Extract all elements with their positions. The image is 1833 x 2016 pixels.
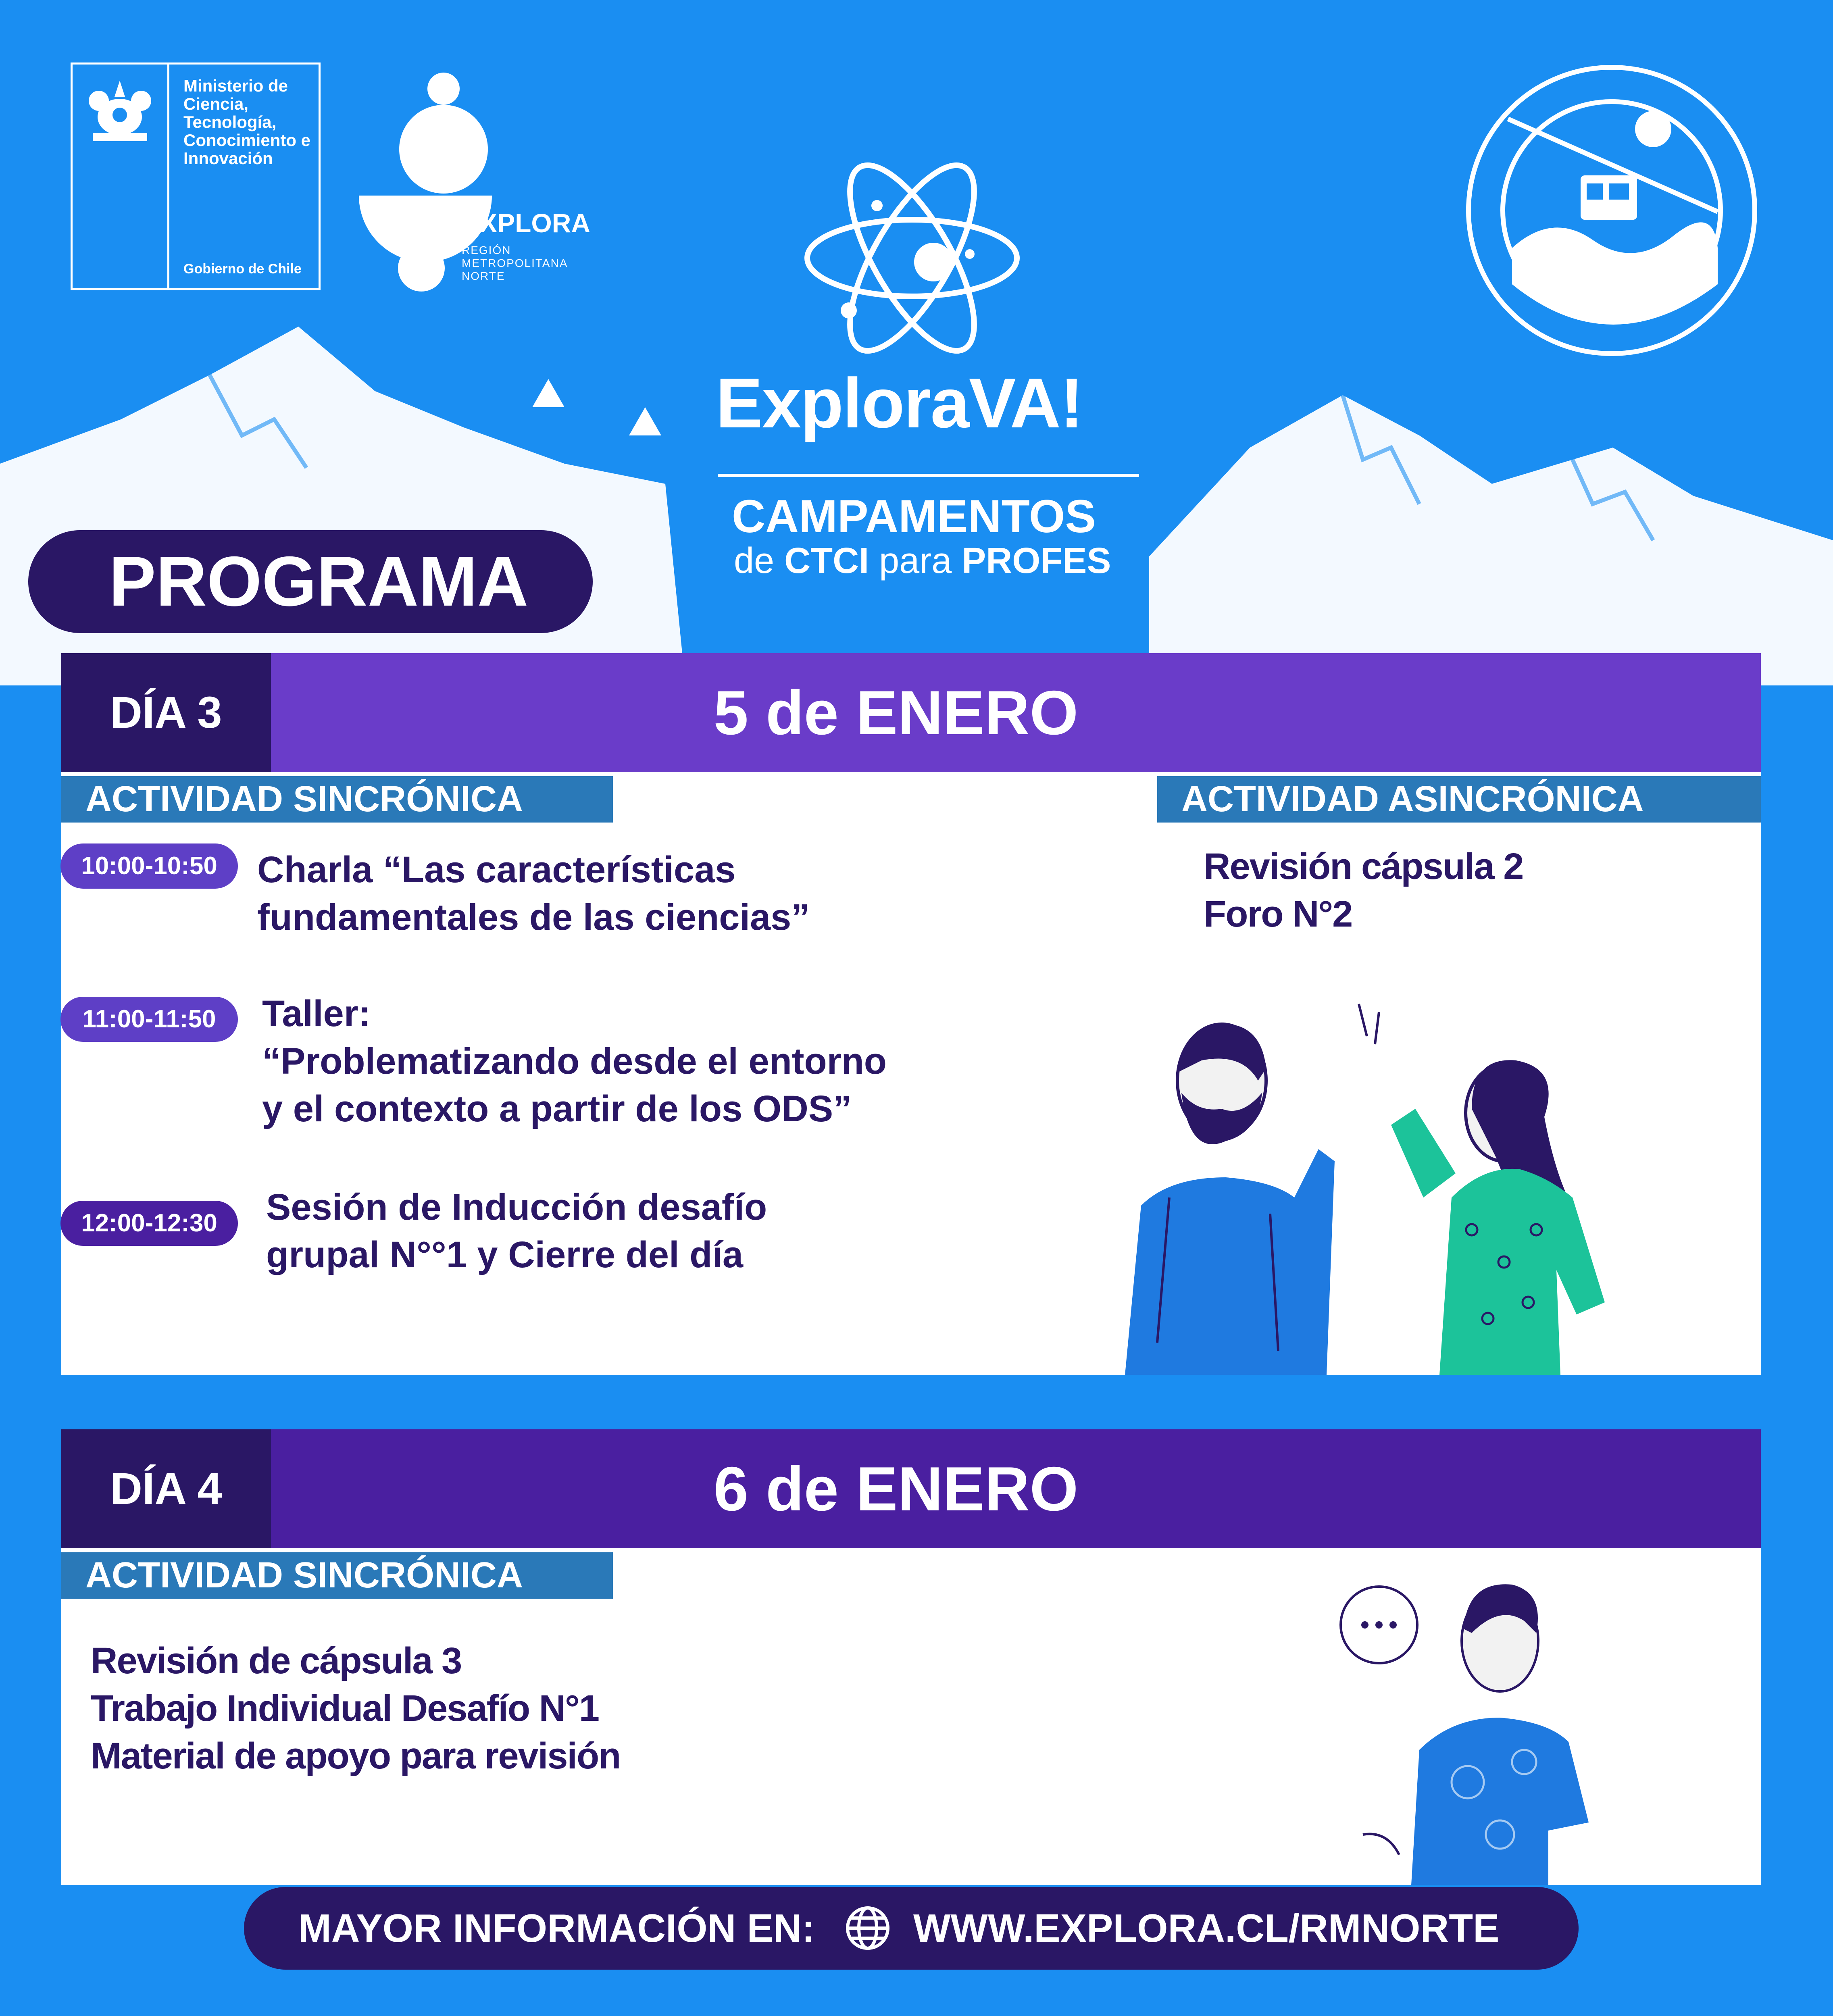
website-link[interactable]: WWW.EXPLORA.CL/RMNORTE [913, 1906, 1500, 1950]
day3-label: DÍA 3 [61, 653, 271, 772]
session-time: 10:00-10:50 [60, 843, 238, 889]
programa-heading: PROGRAMA [28, 530, 593, 633]
session-title [266, 1183, 767, 1279]
session-line: Charla “Las características [257, 849, 736, 890]
day4-item: Trabajo Individual Desafío N°1 [91, 1688, 599, 1729]
title-divider [718, 474, 1139, 477]
region-badge-icon [1460, 58, 1764, 363]
day4-date: 6 de ENERO [713, 1454, 1079, 1524]
day4-item: Material de apoyo para revisión [91, 1735, 621, 1776]
session-title [257, 846, 810, 941]
day4-activities [91, 1637, 620, 1780]
chile-crest-icon [81, 73, 159, 153]
session-title [262, 990, 887, 1133]
gov-divider [167, 65, 169, 288]
subtitle-word-ctci: CTCI [784, 541, 869, 581]
session-line: Taller: [262, 993, 371, 1034]
explora-name: EXPLORA [462, 208, 591, 238]
day4-item: Revisión de cápsula 3 [91, 1640, 462, 1681]
day3-date: 5 de ENERO [713, 678, 1079, 748]
event-subtitle-line2 [734, 540, 1111, 582]
event-title: ExploraVA! [716, 364, 1083, 443]
day3-async-tag: ACTIVIDAD ASINCRÓNICA [1157, 776, 1761, 823]
thinking-man-illustration [1339, 1572, 1597, 1885]
session-line: grupal N°°1 y Cierre del día [266, 1234, 744, 1275]
session-line: y el contexto a partir de los ODS” [262, 1088, 852, 1129]
explora-region: REGIÓN METROPOLITANA NORTE [462, 244, 567, 282]
session-line: fundamentales de las ciencias” [257, 897, 810, 938]
globe-icon [845, 1905, 891, 1951]
session-time: 11:00-11:50 [60, 997, 238, 1042]
gov-label: Gobierno de Chile [183, 261, 302, 277]
atom-icon [800, 157, 1024, 359]
async-item: Revisión cápsula 2 [1204, 846, 1523, 887]
session-time: 12:00-12:30 [60, 1201, 238, 1246]
day4-sync-tag: ACTIVIDAD SINCRÓNICA [61, 1552, 613, 1599]
more-info-label: MAYOR INFORMACIÓN EN: [298, 1906, 815, 1950]
subtitle-word-para: para [879, 541, 952, 581]
event-subtitle-line1: CAMPAMENTOS [732, 491, 1096, 542]
government-logo [71, 62, 321, 290]
session-line: Sesión de Inducción desafío [266, 1187, 767, 1228]
more-info-banner [244, 1887, 1579, 1970]
async-activities [1204, 843, 1523, 938]
day4-label: DÍA 4 [61, 1429, 271, 1548]
day3-sync-tag: ACTIVIDAD SINCRÓNICA [61, 776, 613, 823]
subtitle-word-profes: PROFES [962, 541, 1111, 581]
session-line: “Problematizando desde el entorno [262, 1041, 887, 1082]
subtitle-word-de: de [734, 541, 775, 581]
ministry-name: Ministerio de Ciencia, Tecnología, Conocimiento e Innovación [183, 76, 311, 168]
async-item: Foro N°2 [1204, 893, 1352, 935]
people-highfive-illustration [1109, 988, 1681, 1375]
